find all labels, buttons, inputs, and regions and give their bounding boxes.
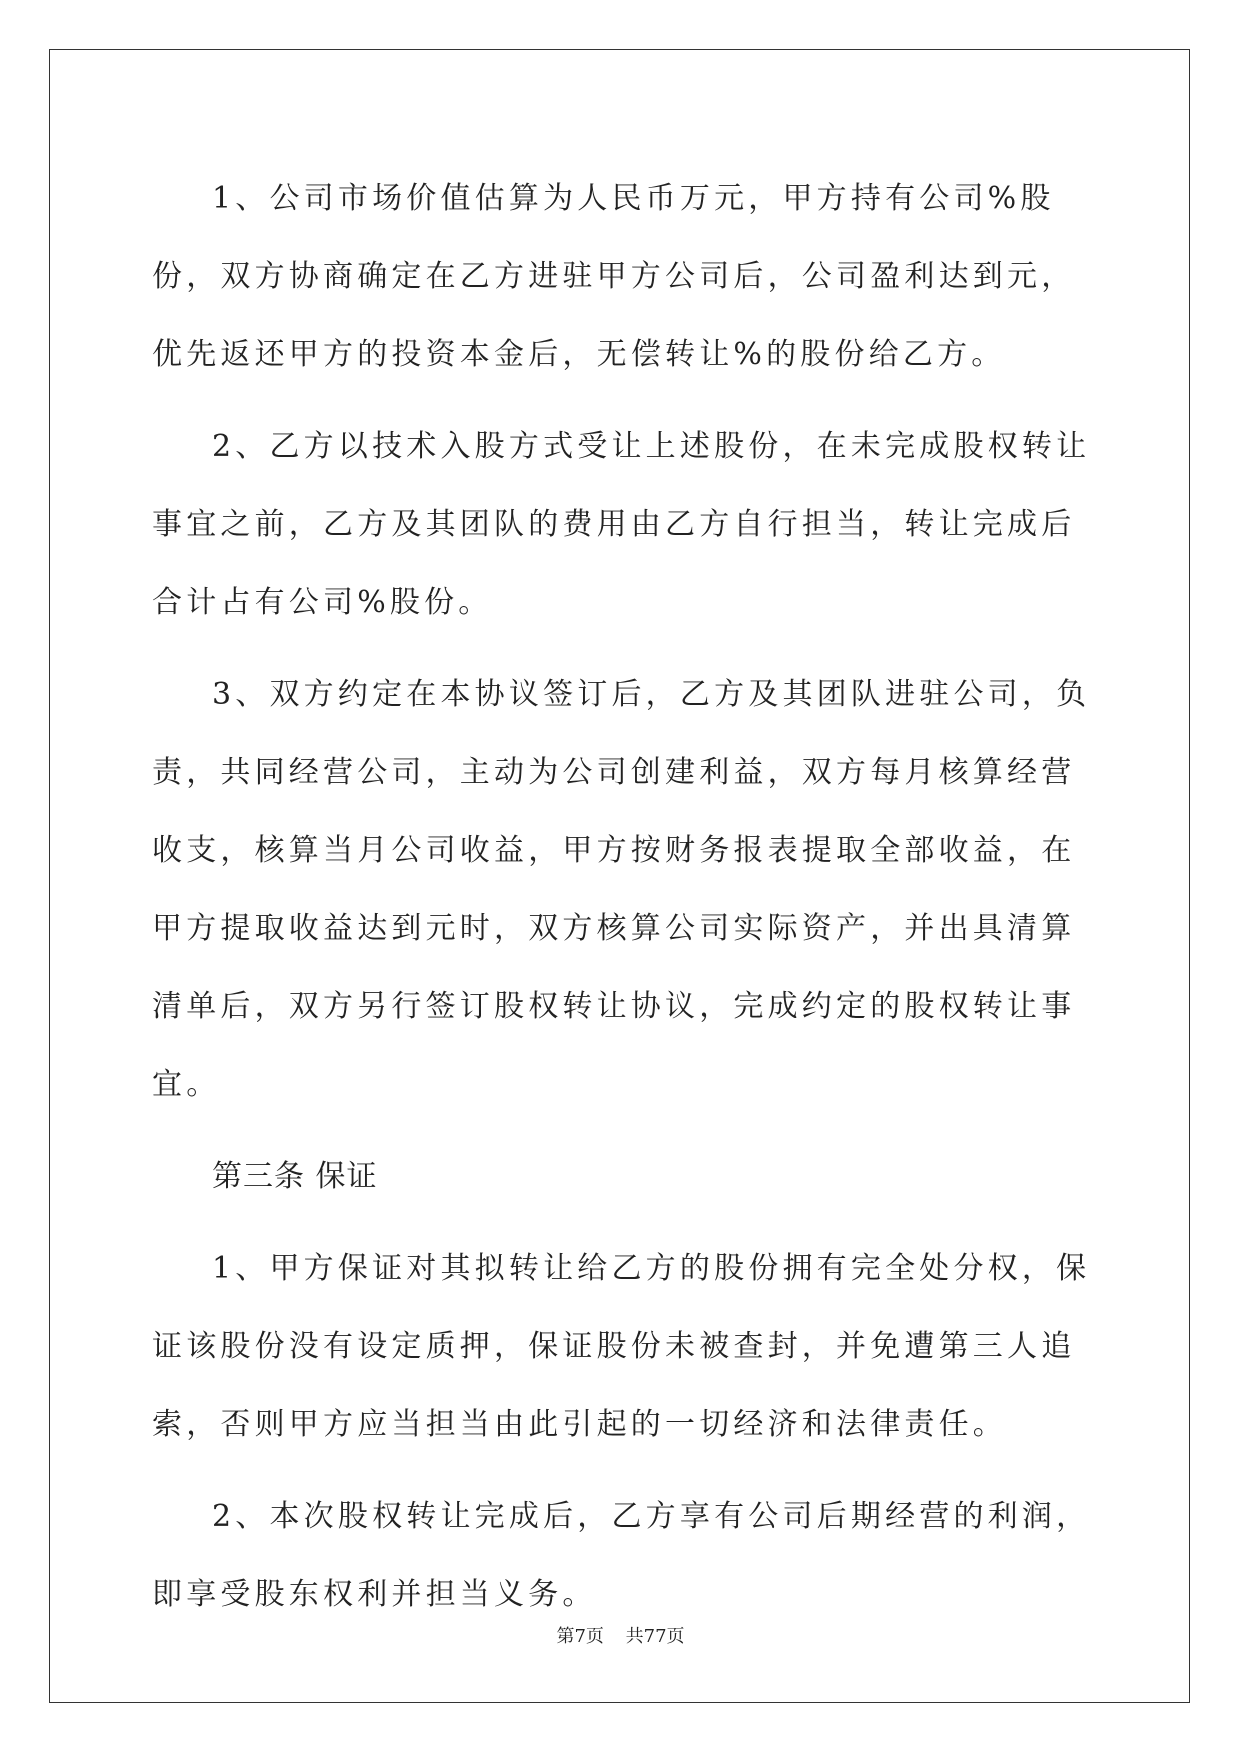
paragraph-1: 1、公司市场价值估算为人民币万元，甲方持有公司%股份，双方协商确定在乙方进驻甲方公司后，公司盈利达到元，优先返还甲方的投资本金后，无偿转让%的股份给乙方。 [152, 181, 1076, 372]
page-number: 第7页 [556, 1626, 604, 1647]
document-body [152, 160, 1092, 1648]
paragraph-2: 2、乙方以技术入股方式受让上述股份，在未完成股权转让事宜之前，乙方及其团队的费用由乙方自行担当，转让完成后合计占有公司%股份。 [152, 429, 1091, 620]
paragraph-3: 3、双方约定在本协议签订后，乙方及其团队进驻公司，负责，共同经营公司，主动为公司创建利益，双方每月核算经营收支，核算当月公司收益，甲方按财务报表提取全部收益，在甲方提取收益达到元时，双方核算公司实际资产，并出具清算清单后，双方另行签订股权转让协议，完成约定的股权转让事宜。 [152, 677, 1091, 1102]
section-heading: 第三条 保证 [212, 1159, 378, 1194]
total-pages: 共77页 [625, 1626, 685, 1647]
page-footer [0, 1622, 1241, 1648]
section-paragraph-2: 2、本次股权转让完成后，乙方享有公司后期经营的利润，即享受股东权利并担当义务。 [152, 1499, 1091, 1612]
section-paragraph-1: 1、甲方保证对其拟转让给乙方的股份拥有完全处分权，保证该股份没有设定质押，保证股份未被查封，并免遭第三人追索，否则甲方应当担当由此引起的一切经济和法律责任。 [152, 1251, 1091, 1442]
